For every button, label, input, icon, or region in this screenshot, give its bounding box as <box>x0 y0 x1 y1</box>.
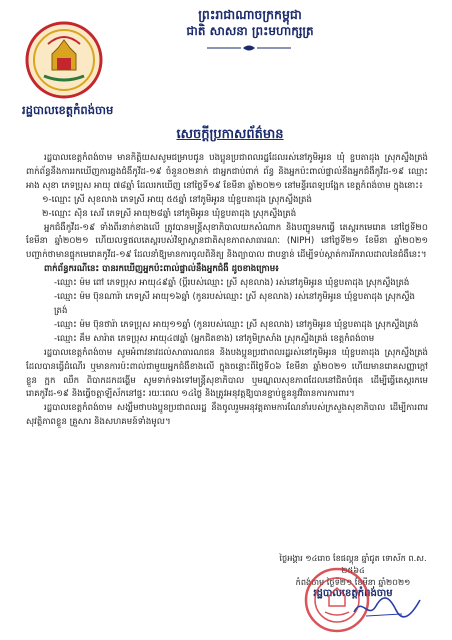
patient-item-2: ២-ឈ្មោះ ស៊ិន សេរី ភេទស្រី អាយុ២៨ឆ្នាំ នៅភូមិអូរន ឃុំខ្ចបតាដុង ស្រុកស្ទឹងត្រង់ <box>42 208 297 219</box>
header-ornament <box>205 44 293 52</box>
contact-item-3: -ឈ្មោះ ម៉ម ប៊ុនថារ៉ា ភេទប្រុស អាយុ១១ឆ្នាំ (កូនរបស់ឈ្មោះ ស្រី សុខលាង) នៅភូមិអូរន ឃុំខ្ចបតាដុង ស្រុកស្ទឹងត្រង់ <box>54 319 419 330</box>
patient-item-1: ១-ឈ្មោះ ស្រី សុខលាង ភេទស្រី អាយុ ៥៥ឆ្នាំ នៅភូមិអូរន ឃុំខ្ចបតាដុង ស្រុកស្ទឹងត្រង់ <box>42 194 312 205</box>
contact-item-2: -ឈ្មោះ ម៉ម ប៊ុនណារ៉ា ភេទស្រី អាយុ១៦ឆ្នាំ (កូនរបស់ឈ្មោះ ស្រី សុខលាង) រស់នៅភូមិអូរន ឃុំខ្ចបតាដុង ស្រុកស្ទឹងត្រង់ <box>54 292 415 316</box>
closing-paragraph: រដ្ឋបាលខេត្តកំពង់ចាម សង្ឃឹមថាបងប្អូនប្រជាពលរដ្ឋ នឹងចូលរួមអនុវត្តតាមការណែនាំរបស់ក្រសួងសុខាភិបាល ដើម្បីការពារសុវត្ថិភាពខ្លួន គ្រួសារ និងសហគមន៍ទាំងមូល។ <box>26 403 428 428</box>
signature-icon <box>352 592 422 622</box>
contact-item-4: -ឈ្មោះ គឹម សារ៉ាត ភេទប្រុស អាយុ៤៧ឆ្នាំ (អ្នកជិតខាង) នៅភូមិក្រសាំង ស្រុកស្ទឹងត្រង់ ខេត្តកំពង់ចាម <box>54 333 375 344</box>
kingdom-line2: ជាតិ សាសនា ព្រះមហាក្សត្រ <box>186 24 314 38</box>
organization-name: រដ្ឋបាលខេត្តកំពង់ចាម <box>22 103 114 117</box>
solar-date: កំពង់ចាម ថ្ងៃទី២១ ខែមីនា ឆ្នាំ២០២១ <box>295 577 411 587</box>
test-result-paragraph: អ្នកជំងឺកូវីដ-១៩ ទាំងពីរនាក់ខាងលើ ត្រូវបានមន្ត្រីសុខាភិបាលយកសំណាក និងបញ្ជូនមកធ្វើ តេស្តរកមេរោគ នៅថ្ងៃទី២០ ខែមីនា ឆ្នាំ២០២១ ហើយលទ្ធផលតេស្តរបស់វិទ្យាស្ថានជាតិសុខភាពសាធារណៈ (NIPH) នៅថ្ងៃទី២១ ខែមីនា ឆ្នាំ២០២១ បញ្ជាក់ថាមានផ្ទុកមេរោគកូវីដ-១៩ ដែលនាំឱ្យមានការចូលពិនិត្យ និងព្យាបាល ជាបន្ទាន់ ដើម្បីទប់ស្កាត់ការរីករាលដាលនៃជំងឺនេះ។ <box>26 222 428 261</box>
signing-organization: រដ្ឋបាលខេត្តកំពង់ចាម <box>313 588 393 599</box>
contacts-heading: ពាក់ព័ន្ធករណីនេះ បានរកឃើញអ្នកប៉ះពាល់ផ្ទាល់នឹងអ្នកជំងឺ ដូចខាងក្រោម៖ <box>44 264 279 275</box>
provincial-seal-icon <box>24 20 104 100</box>
appeal-paragraph: រដ្ឋបាលខេត្តកំពង់ចាម សូមអំពាវនាវដល់សាធារណជន និងបងប្អូនប្រជាពលរដ្ឋរស់នៅភូមិអូរន ឃុំខ្ចបតាដុង ស្រុកស្ទឹងត្រង់ ដែលបានធ្វើដំណើរ ឬមានការប៉ះពាល់ជាមួយអ្នកជំងឺខាងលើ ក្នុងចន្លោះពីថ្ងៃទី០៦ ខែមីនា ឆ្នាំ២០២១ ហើយមានរោគសញ្ញាក្តៅខ្លួន ក្អក ឈឺក ពិបាកដកដង្ហើម សូមទាក់ទងទៅមន្ត្រីសុខាភិបាល ឬមណ្ឌលសុខភាពដែលនៅជិតបំផុត ដើម្បីធ្វើតេស្តរកមេរោគកូវីដ-១៩ និងធ្វើចត្តាឡីស័កនៅផ្ទះ រយៈពេល ១៤ថ្ងៃ និងត្រូវអនុវត្តឱ្យបានខ្ជាប់ខ្ជួននូវវិធានការការពារ។ <box>26 347 428 400</box>
contact-item-1: -ឈ្មោះ ម៉ម ពៅ ភេទប្រុស អាយុ៤៩ឆ្នាំ (ប្តីរបស់ឈ្មោះ ស្រី សុខលាង) រស់នៅភូមិអូរន ឃុំខ្ចបតាដុង ស្រុកស្ទឹងត្រង់ <box>54 278 410 289</box>
kingdom-line1: ព្រះរាជាណាចក្រកម្ពុជា <box>198 7 302 22</box>
kingdom-header <box>150 6 350 40</box>
lunar-date: ថ្ងៃអង្គារ ១៤រោច ខែផល្គុន ឆ្នាំជូត ទោស័ក ព.ស. ២៥៦៤ <box>279 553 427 575</box>
document-body <box>26 152 428 430</box>
document-title: សេចក្តីប្រកាសព័ត៌មាន <box>176 127 284 142</box>
intro-paragraph: រដ្ឋបាលខេត្តកំពង់ចាម មានកិត្តិយសសូមជម្រាបជូន បងប្អូនប្រជាពលរដ្ឋដែលរស់នៅភូមិអូរន ឃុំ ខ្ចបតាដុង ស្រុកស្ទឹងត្រង់ ពាក់ព័ន្ធនឹងការរកឃើញការឆ្លងជំងឺកូវីដ-១៩ ចំនួន០២នាក់ ជាអ្នកជាប់ពាក់ ព័ន្ធ និងអ្នកប៉ះពាល់ផ្ទាល់នឹងអ្នកជំងឺកូវីដ-១៩ ឈ្មោះ អាង សុខា ភេទប្រុស អាយុ ៧៨ឆ្នាំ ដែលរកឃើញ នៅថ្ងៃទី១៩ ខែមីនា ឆ្នាំ២០២១ នៅមន្ទីរពេទ្យបង្អែក ខេត្តកំពង់ចាម ក្នុងនោះ៖ <box>26 153 428 191</box>
